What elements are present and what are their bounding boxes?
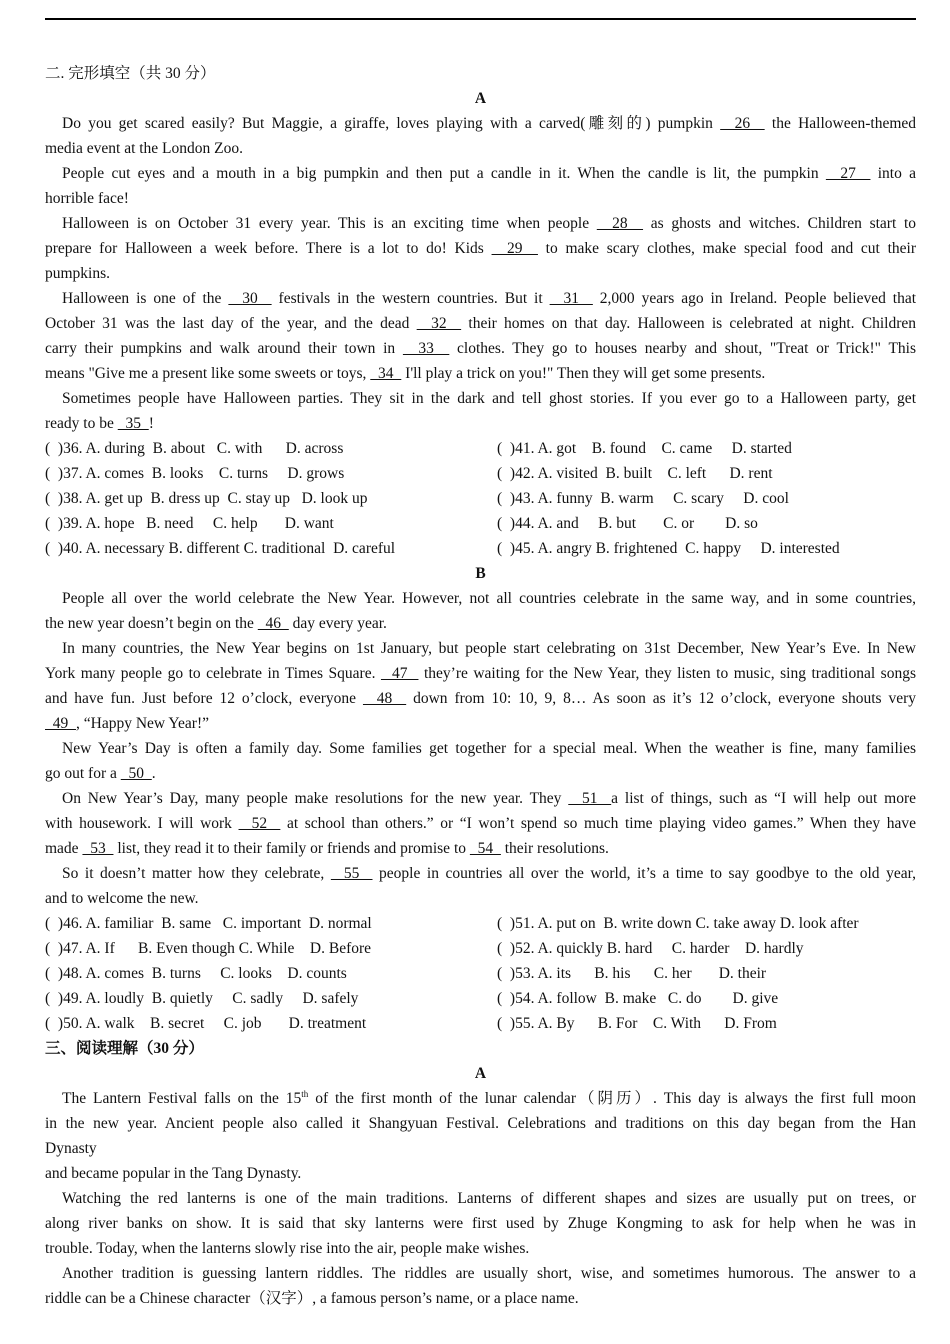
blank-34: 34: [370, 365, 402, 382]
passage-line: made 53 list, they read it to their family or friends and promise to 54 their resolutions.: [45, 840, 609, 857]
blank-28: 28: [596, 215, 644, 232]
options-row: [45, 486, 916, 511]
top-rule: [45, 18, 916, 20]
blank-29: 29: [491, 240, 538, 257]
passage-line: along river banks on show. It is said that sky lanterns were first used by Zhuge Kongming to ask for help when he was in: [45, 1215, 916, 1232]
options-row: [45, 936, 916, 961]
blank-35: 35: [117, 415, 149, 432]
options-row: [45, 986, 916, 1011]
passage-line: New Year’s Day is often a family day. Some families get together for a special meal. When the weather is fine, many families: [62, 740, 916, 757]
passage-line: and became popular in the Tang Dynasty.: [45, 1165, 302, 1182]
question-options: ( )53. A. its B. his C. her D. their: [497, 965, 767, 982]
passage-line: horrible face!: [45, 190, 129, 207]
reading-section-a-title: A: [474, 1065, 487, 1082]
question-options: ( )39. A. hope B. need C. help D. want: [45, 515, 334, 532]
question-options: ( )49. A. loudly B. quietly C. sadly D. safely: [45, 990, 359, 1007]
question-options: ( )45. A. angry B. frightened C. happy D. interested: [497, 540, 840, 557]
question-options: ( )43. A. funny B. warm C. scary D. cool: [497, 490, 789, 507]
cloze-options-a: [45, 436, 916, 561]
blank-49: 49: [45, 715, 76, 732]
passage-line: People all over the world celebrate the New Year. However, not all countries celebrate in the same way, and in some countries,: [62, 590, 916, 607]
question-options: ( )38. A. get up B. dress up C. stay up D. look up: [45, 490, 368, 507]
passage-line: with housework. I will work 52 at school than others.” or “I won’t spend so much time playing video games.” When they have: [45, 815, 916, 832]
passage-line: Dynasty: [45, 1140, 97, 1157]
blank-33: 33: [402, 340, 450, 357]
question-options: ( )41. A. got B. found C. came D. started: [497, 440, 792, 457]
blank-47: 47: [380, 665, 419, 682]
passage-line: ready to be 35 !: [45, 415, 154, 432]
question-options: ( )50. A. walk B. secret C. job D. treatment: [45, 1015, 367, 1032]
question-options: ( )42. A. visited B. built C. left D. rent: [497, 465, 773, 482]
question-options: ( )37. A. comes B. looks C. turns D. grows: [45, 465, 345, 482]
question-options: ( )46. A. familiar B. same C. important D. normal: [45, 915, 372, 932]
question-options: ( )51. A. put on B. write down C. take away D. look after: [497, 915, 859, 932]
options-row: [45, 961, 916, 986]
options-row: [45, 911, 916, 936]
reading-heading: 三、阅读理解（30 分）: [45, 1040, 204, 1057]
passage-line: trouble. Today, when the lanterns slowly rise into the air, people make wishes.: [45, 1240, 530, 1257]
cloze-section-b-title: B: [475, 565, 486, 582]
blank-30: 30: [228, 290, 272, 307]
blank-50: 50: [120, 765, 152, 782]
options-row: [45, 511, 916, 536]
blank-32: 32: [416, 315, 462, 332]
question-options: ( )47. A. If B. Even though C. While D. Before: [45, 940, 372, 957]
question-options: ( )40. A. necessary B. different C. traditional D. careful: [45, 540, 396, 557]
passage-line: carry their pumpkins and walk around their town in 33 clothes. They go to houses nearby and shout, "Treat or Trick!" This: [45, 340, 916, 357]
passage-line: and have fun. Just before 12 o’clock, everyone 48 down from 10: 10, 9, 8… As soon as it’s 12 o’clock, everyone shouts very: [45, 690, 916, 707]
passage-line: in the new year. Ancient people also called it Shangyuan Festival. Celebrations and traditions on this day began from the Han: [45, 1115, 916, 1132]
blank-31: 31: [549, 290, 593, 307]
cloze-passage-a: [45, 111, 916, 436]
passage-line: In many countries, the New Year begins on 1st January, but people start celebrating on 31st December, New Year’s Eve. In New: [62, 640, 916, 657]
passage-line: October 31 was the last day of the year, and the dead 32 their homes on that day. Halloween is celebrated at night. Children: [45, 315, 916, 332]
blank-53: 53: [82, 840, 114, 857]
passage-line: means "Give me a present like some sweets or toys, 34 I'll play a trick on you!" Then they will get some presents.: [45, 365, 766, 382]
passage-line: So it doesn’t matter how they celebrate, 55 people in countries all over the world, it’s a time to say goodbye to the old year,: [62, 865, 916, 882]
options-row: [45, 436, 916, 461]
passage-line: go out for a 50 .: [45, 765, 156, 782]
cloze-section-a-title: A: [474, 90, 487, 107]
passage-line: Do you get scared easily? But Maggie, a giraffe, loves playing with a carved(雕刻的) pumpkin 26 the Halloween-themed: [62, 115, 916, 132]
blank-26: 26: [720, 115, 765, 132]
cloze-options-b: [45, 911, 916, 1036]
question-options: ( )36. A. during B. about C. with D. across: [45, 440, 344, 457]
passage-line: Watching the red lanterns is one of the main traditions. Lanterns of different shapes and sizes are usually put on trees, or: [62, 1190, 916, 1207]
passage-line: the new year doesn’t begin on the 46 day every year.: [45, 615, 387, 632]
cloze-heading: 二. 完形填空（共 30 分）: [45, 65, 216, 82]
options-row: [45, 536, 916, 561]
reading-line-1: The Lantern Festival falls on the 15th of the first month of the lunar calendar（阴历）. This day is always the first full moon: [62, 1088, 916, 1107]
options-row: [45, 1011, 916, 1036]
passage-line: riddle can be a Chinese character（汉字）, a famous person’s name, or a place name.: [45, 1290, 579, 1307]
passage-line: 49 , “Happy New Year!”: [45, 715, 209, 732]
exam-page: [45, 61, 916, 1311]
question-options: ( )55. A. By B. For C. With D. From: [497, 1015, 777, 1032]
passage-line: media event at the London Zoo.: [45, 140, 243, 157]
cloze-passage-b: [45, 586, 916, 911]
blank-54: 54: [469, 840, 501, 857]
passage-line: On New Year’s Day, many people make resolutions for the new year. They 51 a list of things, such as “I will help out more: [62, 790, 916, 807]
question-options: ( )52. A. quickly B. hard C. harder D. hardly: [497, 940, 804, 957]
blank-46: 46: [257, 615, 289, 632]
question-options: ( )54. A. follow B. make C. do D. give: [497, 990, 779, 1007]
passage-line: Sometimes people have Halloween parties. They sit in the dark and tell ghost stories. If you ever go to a Halloween party, get: [62, 390, 916, 407]
passage-line: York many people go to celebrate in Times Square. 47 they’re waiting for the New Year, they listen to music, sing traditional songs: [45, 665, 916, 682]
blank-27: 27: [825, 165, 871, 182]
passage-line: Halloween is on October 31 every year. This is an exciting time when people 28 as ghosts and witches. Children start to: [62, 215, 916, 232]
passage-line: Another tradition is guessing lantern riddles. The riddles are usually short, wise, and sometimes humorous. The answer to a: [62, 1265, 916, 1282]
blank-48: 48: [362, 690, 407, 707]
options-row: [45, 461, 916, 486]
blank-52: 52: [238, 815, 281, 832]
passage-line: People cut eyes and a mouth in a big pumpkin and then put a candle in it. When the candle is lit, the pumpkin 27 into a: [62, 165, 916, 182]
question-options: ( )48. A. comes B. turns C. looks D. counts: [45, 965, 347, 982]
question-options: ( )44. A. and B. but C. or D. so: [497, 515, 758, 532]
passage-line: prepare for Halloween a week before. There is a lot to do! Kids 29 to make scary clothes, make special food and cut their: [45, 240, 916, 257]
reading-passage-a: [45, 1111, 916, 1311]
blank-51: 51: [568, 790, 612, 807]
passage-line: Halloween is one of the 30 festivals in the western countries. But it 31 2,000 years ago in Ireland. People believed that: [62, 290, 916, 307]
passage-line: and to welcome the new.: [45, 890, 199, 907]
passage-line: pumpkins.: [45, 265, 111, 282]
blank-55: 55: [330, 865, 373, 882]
